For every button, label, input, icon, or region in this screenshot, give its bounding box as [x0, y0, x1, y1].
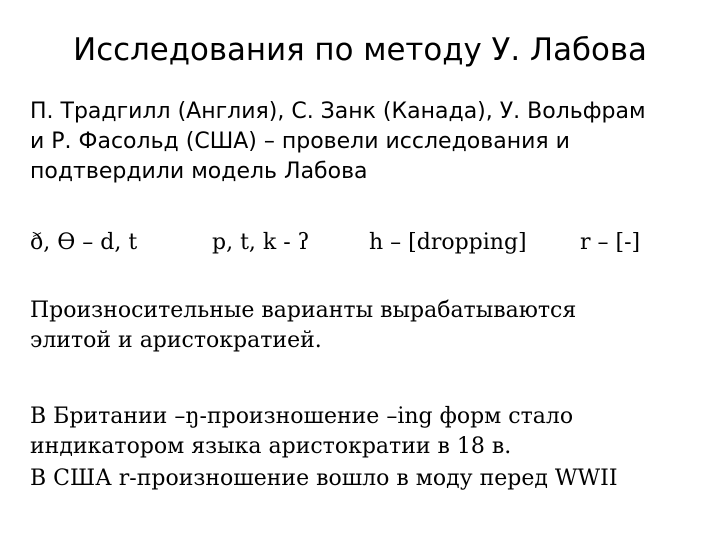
elite-line-1: Произносительные варианты вырабатываются — [30, 298, 577, 323]
usa-line-1: В США r-произношение вошло в моду перед WWII — [30, 466, 618, 491]
variable-h-dropping: h – [dropping] — [369, 230, 527, 255]
britain-line-1: В Британии –ŋ-произношение –ing форм стало — [30, 404, 574, 429]
britain-line-2: индикатором языка аристократии в 18 в. — [30, 434, 512, 459]
elite-line-2: элитой и аристократией. — [30, 328, 322, 353]
usa-paragraph — [30, 464, 618, 494]
intro-line-3: подтвердили модель Лабова — [30, 159, 368, 184]
slide-title: Исследования по методу У. Лабова — [73, 32, 647, 68]
elite-paragraph — [30, 296, 576, 356]
variable-ptk: p, t, k - ʔ — [212, 230, 310, 255]
intro-line-1: П. Традгилл (Англия), С. Занк (Канада), У. Вольфрам — [30, 99, 646, 124]
intro-line-2: и Р. Фасольд (США) – провели исследования и — [30, 129, 570, 154]
variable-r: r – [-] — [580, 230, 641, 255]
britain-paragraph — [30, 402, 573, 462]
intro-paragraph — [30, 97, 646, 187]
variable-th: ð, Ө – d, t — [30, 230, 138, 255]
